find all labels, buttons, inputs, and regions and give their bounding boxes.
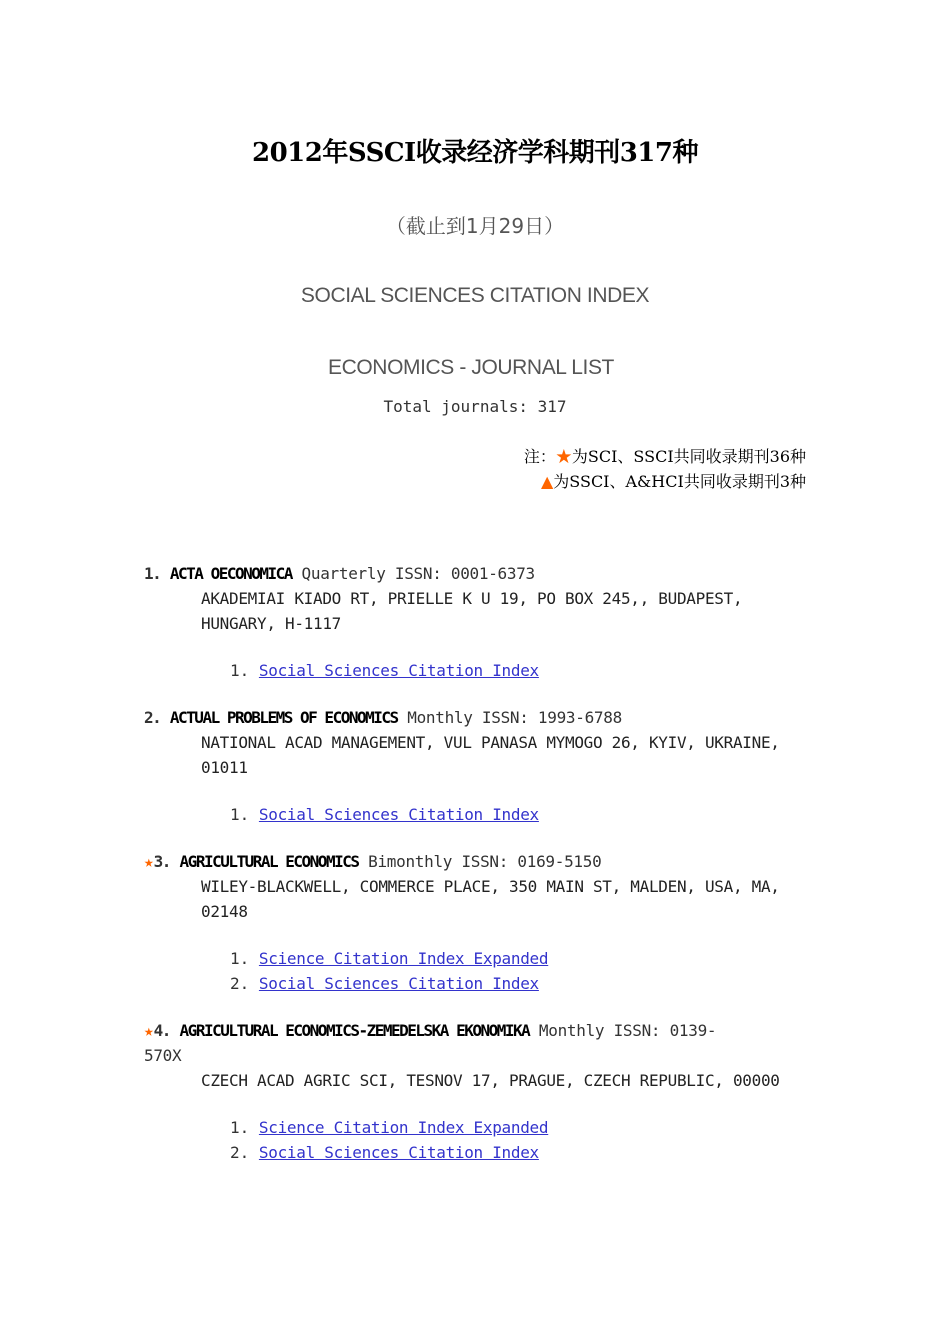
journal-title: AGRICULTURAL ECONOMICS — [179, 852, 359, 871]
index-number: 1. — [230, 949, 250, 968]
index-list-item — [230, 805, 539, 824]
star-icon: ★ — [144, 852, 154, 871]
journal-entry-heading — [144, 852, 601, 871]
journal-address-line: AKADEMIAI KIADO RT, PRIELLE K U 19, PO BOX 245,, BUDAPEST, — [201, 589, 743, 608]
journal-meta: Quarterly ISSN: 0001-6373 — [301, 564, 535, 583]
page-title: 2012年SSCI收录经济学科期刊317种 — [252, 138, 698, 168]
journal-title: ACTUAL PROBLEMS OF ECONOMICS — [169, 708, 398, 727]
journal-address-line: 02148 — [201, 902, 248, 921]
note-text: 为SSCI、A&HCI共同收录期刊3种 — [553, 472, 806, 491]
index-link[interactable]: Social Sciences Citation Index — [258, 1143, 539, 1162]
journal-entry-heading — [144, 708, 622, 727]
journal-number: 4. — [153, 1021, 170, 1040]
journal-number: 1. — [144, 564, 161, 583]
triangle-icon: ▲ — [540, 472, 554, 491]
index-heading: SOCIAL SCIENCES CITATION INDEX — [300, 284, 650, 307]
index-link[interactable]: Science Citation Index Expanded — [258, 949, 549, 968]
index-link[interactable]: Social Sciences Citation Index — [258, 661, 539, 680]
index-number: 1. — [230, 661, 250, 680]
journal-title: AGRICULTURAL ECONOMICS-ZEMEDELSKA EKONOMIKA — [179, 1021, 530, 1040]
journal-meta: Monthly ISSN: 0139- — [538, 1021, 717, 1040]
index-number: 1. — [230, 805, 250, 824]
index-link[interactable]: Social Sciences Citation Index — [258, 805, 539, 824]
journal-address-line: WILEY-BLACKWELL, COMMERCE PLACE, 350 MAIN ST, MALDEN, USA, MA, — [201, 877, 780, 896]
note-text: 为SCI、SSCI共同收录期刊36种 — [571, 447, 806, 466]
star-icon: ★ — [555, 447, 572, 466]
list-heading: ECONOMICS - JOURNAL LIST — [328, 356, 614, 379]
star-icon: ★ — [144, 1021, 154, 1040]
index-list-item — [230, 661, 539, 680]
index-list-item — [230, 1143, 539, 1162]
journal-entry-heading — [144, 564, 535, 583]
index-number: 2. — [230, 974, 250, 993]
journal-title: ACTA OECONOMICA — [169, 564, 292, 583]
journal-number: 2. — [144, 708, 161, 727]
journal-meta: Monthly ISSN: 1993-6788 — [407, 708, 622, 727]
index-list-item — [230, 974, 539, 993]
journal-address-line: HUNGARY, H-1117 — [201, 614, 341, 633]
journal-meta-continued: 570X — [144, 1046, 182, 1065]
note-sci-ssci — [524, 444, 806, 467]
note-prefix: 注： — [523, 447, 556, 466]
index-number: 1. — [230, 1118, 250, 1137]
journal-address-line: 01011 — [201, 758, 248, 777]
journal-address-line: CZECH ACAD AGRIC SCI, TESNOV 17, PRAGUE, CZECH REPUBLIC, 00000 — [201, 1071, 780, 1090]
index-list-item — [230, 949, 548, 968]
index-number: 2. — [230, 1143, 250, 1162]
note-ssci-ahci — [541, 469, 806, 492]
index-link[interactable]: Science Citation Index Expanded — [258, 1118, 549, 1137]
journal-entry-heading — [144, 1021, 716, 1040]
index-list-item — [230, 1118, 548, 1137]
total-journals: Total journals: 317 — [383, 397, 567, 416]
journal-address-line: NATIONAL ACAD MANAGEMENT, VUL PANASA MYMOGO 26, KYIV, UKRAINE, — [201, 733, 780, 752]
journal-meta: Bimonthly ISSN: 0169-5150 — [368, 852, 602, 871]
page-subtitle: （截止到1月29日） — [385, 214, 565, 238]
journal-number: 3. — [153, 852, 170, 871]
index-link[interactable]: Social Sciences Citation Index — [258, 974, 539, 993]
